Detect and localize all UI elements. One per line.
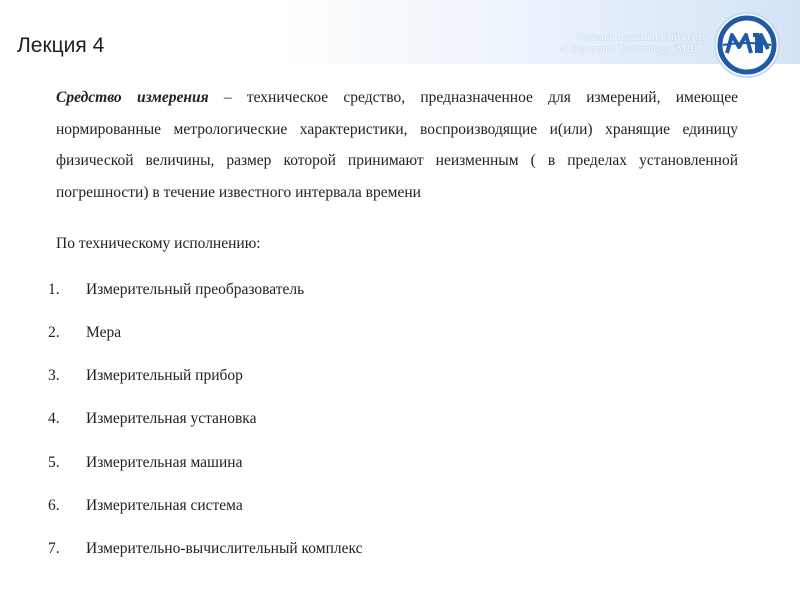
lecture-title: Лекция 4 [17, 34, 105, 57]
list-item [0, 540, 600, 560]
list-item [0, 497, 600, 517]
list-item-number: 1. [48, 281, 60, 298]
list-item-number: 4. [48, 410, 60, 427]
list-heading: По техническому исполнению: [56, 235, 261, 252]
list-item-label: Измерительный прибор [86, 367, 243, 384]
list-item-label: Измерительно-вычислительный комплекс [86, 540, 363, 557]
list-item-label: Мера [86, 324, 122, 341]
list-item-number: 7. [48, 540, 60, 557]
list-item [0, 410, 600, 430]
definition-term: Средство измерения [56, 89, 209, 106]
list-item [0, 454, 600, 474]
list-item-label: Измерительный преобразователь [86, 281, 305, 298]
list-item-label: Измерительная система [86, 497, 243, 514]
list-item [0, 367, 600, 387]
definition-paragraph [56, 82, 738, 208]
list-item-number: 2. [48, 324, 60, 341]
university-name [559, 31, 707, 55]
list-item-number: 6. [48, 497, 60, 514]
list-item-label: Измерительная установка [86, 410, 257, 427]
university-line-1: National Research University [576, 31, 707, 43]
list-item-label: Измерительная машина [86, 454, 243, 471]
list-item [0, 281, 600, 301]
list-item-number: 3. [48, 367, 60, 384]
list-item [0, 324, 600, 344]
university-line-2: of Electronic Technology (MIET) [558, 43, 707, 55]
miet-logo-icon [713, 11, 781, 79]
definition-text: – техническое средство, предназначенное для измерений, имеющее нормированные метрологические характеристики, воспроизводящие и(или) хранящие единицу физической величины, размер которой принимают неизменным ( в пределах установленной погрешности) в течение известного интервала времени [56, 89, 738, 201]
list-item-number: 5. [48, 454, 60, 471]
